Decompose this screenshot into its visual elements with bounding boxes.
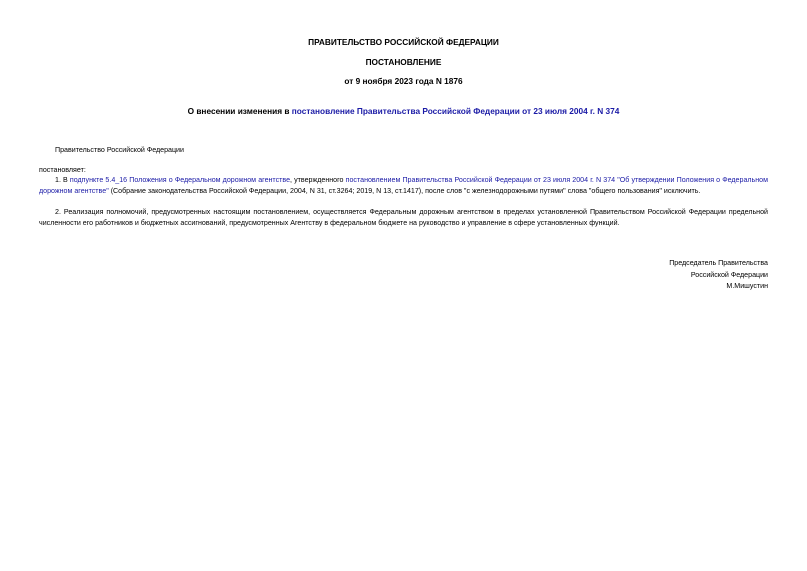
p1-prefix: 1. В: [55, 176, 70, 184]
signature-line-3: М.Мишустин: [726, 282, 768, 290]
signature-block: [669, 258, 768, 293]
p1-suffix: (Собрание законодательства Российской Федерации, 2004, N 31, ст.3264; 2019, N 13, ст.1417), после слов "с железнодорожными путями" слова "общего пользования" исключить.: [108, 187, 701, 195]
p1-link-subpoint[interactable]: подпункте 5.4_16 Положения о Федеральном дорожном агентстве: [69, 176, 291, 184]
signature-line-1: Председатель Правительства: [669, 259, 768, 267]
paragraph-1: [39, 175, 768, 197]
decrees-text: постановляет:: [39, 166, 86, 174]
issuer-text: Правительство Российской Федерации: [55, 146, 184, 154]
header-org: ПРАВИТЕЛЬСТВО РОССИЙСКОЙ ФЕДЕРАЦИИ: [308, 37, 499, 47]
p1-mid: , утвержденного: [290, 176, 346, 184]
signature-line-2: Российской Федерации: [690, 270, 768, 279]
p1-link-decree[interactable]: постановлением Правительства Российской Федерации от 23 июля 2004 г. N 374 "Об утверждении Положения о Федеральном дорожном агентстве": [39, 176, 768, 195]
document-title: [0, 106, 807, 116]
paragraph-2: 2. Реализация полномочий, предусмотренных настоящим постановлением, осуществляется Федеральным дорожным агентством в пределах установленной Правительством Российской Федерации предельной численности его работников и бюджетных ассигнований, предусмотренных Агентству в федеральном бюджете на руководство и управление в сфере установленных функций.: [39, 208, 768, 227]
title-link[interactable]: постановление Правительства Российской Федерации от 23 июля 2004 г. N 374: [291, 106, 620, 116]
title-prefix: О внесении изменения в: [187, 106, 292, 116]
header-doc-type: ПОСТАНОВЛЕНИЕ: [365, 57, 442, 67]
header-date-number: от 9 ноября 2023 года N 1876: [344, 76, 463, 86]
